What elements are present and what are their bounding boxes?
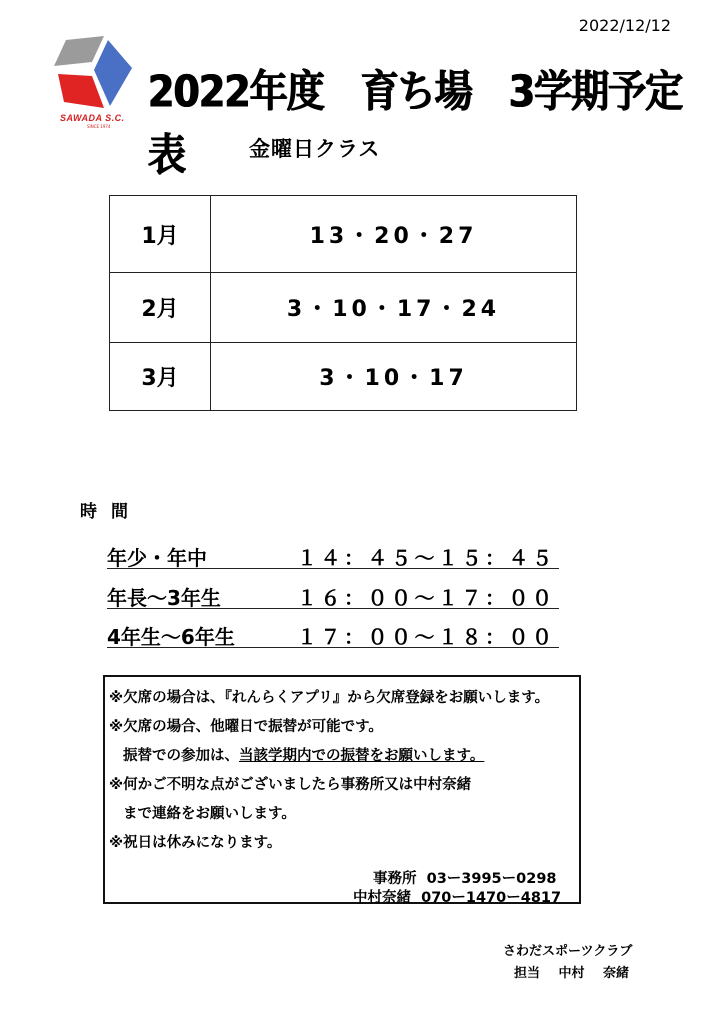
note-line: ※欠席の場合、他曜日で振替が可能です。 bbox=[109, 719, 383, 735]
time-group: 4年生～6年生 bbox=[107, 625, 235, 649]
page-title: 2022年度 育ち場 3学期予定表 bbox=[148, 66, 683, 181]
contact-office bbox=[373, 867, 557, 888]
notes-box bbox=[103, 675, 581, 904]
logo-red-shape bbox=[58, 74, 104, 108]
time-range: １７：００～１８：００ bbox=[297, 625, 556, 649]
logo-wordmark: SAWADA S.C. bbox=[60, 113, 125, 123]
time-row bbox=[107, 621, 559, 648]
schedule-row bbox=[110, 343, 577, 411]
logo-gray-shape bbox=[54, 36, 104, 66]
staff-name: 担当 中村 奈緒 bbox=[514, 966, 630, 981]
dates-cell: 3・10・17 bbox=[211, 343, 577, 411]
schedule-row bbox=[110, 196, 577, 273]
time-range: １６：００～１７：００ bbox=[297, 586, 556, 610]
class-subtitle: 金曜日クラス bbox=[249, 137, 381, 161]
note-underlined-text: 当該学期内での振替をお願いします。 bbox=[239, 748, 485, 764]
contact-phone: 03ー3995ー0298 bbox=[426, 871, 557, 887]
logo-blue-shape bbox=[94, 40, 132, 106]
dates-cell: 3・10・17・24 bbox=[211, 273, 577, 343]
month-cell: 3月 bbox=[110, 343, 211, 411]
note-line: ※祝日は休みになります。 bbox=[109, 835, 282, 851]
document-date: 2022/12/12 bbox=[578, 16, 671, 35]
note-line bbox=[123, 744, 484, 765]
contact-phone: 070ー1470ー4817 bbox=[421, 890, 562, 906]
time-group: 年少・年中 bbox=[107, 546, 207, 570]
note-line: ※何かご不明な点がございましたら事務所又は中村奈緒 bbox=[109, 777, 472, 793]
schedule-row bbox=[110, 273, 577, 343]
note-text: 振替での参加は、 bbox=[123, 748, 239, 764]
dates-cell: 13・20・27 bbox=[211, 196, 577, 273]
month-cell: 1月 bbox=[110, 196, 211, 273]
contact-label: 中村奈緒 bbox=[353, 890, 411, 906]
time-heading: 時間 bbox=[80, 502, 142, 522]
month-cell: 2月 bbox=[110, 273, 211, 343]
note-line: まで連絡をお願いします。 bbox=[123, 806, 296, 822]
logo-since: SINCE 1974 bbox=[87, 124, 111, 129]
contact-staff bbox=[353, 886, 561, 907]
schedule-table bbox=[109, 195, 577, 411]
club-name: さわだスポーツクラブ bbox=[503, 944, 633, 959]
time-range: １４：４５～１５：４５ bbox=[297, 546, 556, 570]
contact-label: 事務所 bbox=[373, 871, 417, 887]
note-line: ※欠席の場合は、『れんらくアプリ』から欠席登録をお願いします。 bbox=[109, 690, 550, 706]
time-row bbox=[107, 542, 559, 569]
time-row bbox=[107, 582, 559, 609]
time-group: 年長～3年生 bbox=[107, 586, 221, 610]
